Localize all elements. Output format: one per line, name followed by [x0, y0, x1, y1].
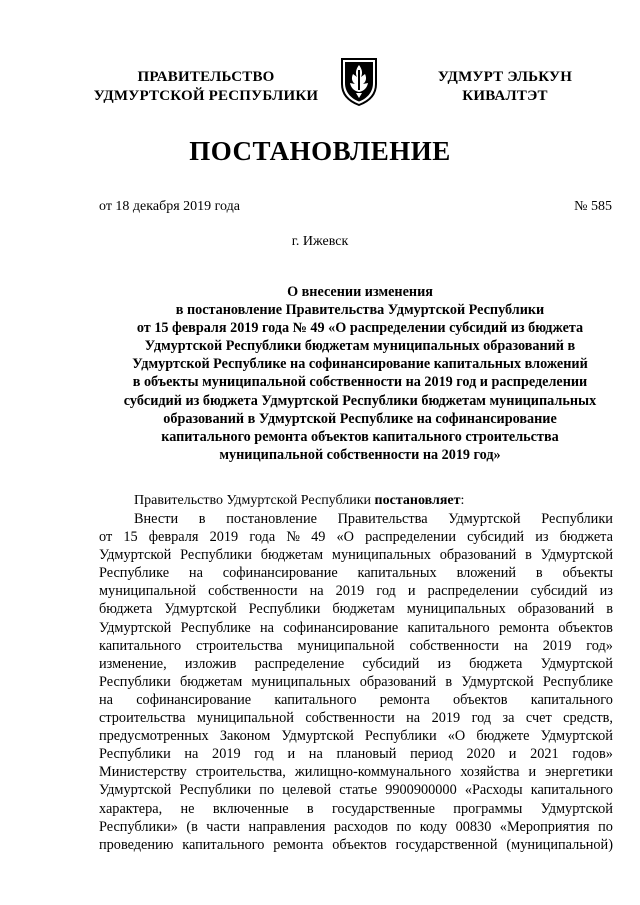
body-word: в — [198, 511, 206, 527]
body-word: Республики — [99, 746, 171, 763]
body-word: коду — [419, 818, 448, 835]
body-word: Удмуртской — [461, 673, 534, 690]
body-word: объектов — [558, 619, 613, 636]
body-word: бюджетам — [260, 547, 324, 564]
government-name-line: УДМУРТСКОЙ РЕСПУБЛИКИ — [93, 88, 319, 104]
body-word: Удмуртской — [99, 619, 172, 636]
preamble-verb: постановляет — [374, 493, 461, 508]
body-word: собственности — [305, 710, 395, 727]
body-word: Республики — [248, 601, 321, 618]
body-word: (в — [186, 818, 198, 835]
body-word: на — [406, 710, 421, 727]
body-word: № — [286, 529, 300, 546]
government-name-russian — [86, 68, 326, 106]
body-word: Удмуртской — [448, 511, 521, 527]
body-word: капитального — [407, 619, 490, 636]
body-line — [99, 709, 613, 727]
body-word: бюджета — [99, 601, 153, 618]
body-word: по — [396, 818, 412, 835]
body-word: на — [260, 619, 274, 636]
body-word: образований — [517, 601, 595, 618]
body-word: Республике — [99, 565, 170, 582]
body-word: не — [180, 800, 195, 817]
body-word: 2019 — [212, 746, 241, 763]
body-word: бюджетам — [332, 601, 395, 618]
body-word: капитального — [530, 782, 613, 799]
body-word: 2021 — [530, 746, 559, 763]
body-word: в — [525, 547, 532, 564]
body-word: плановый — [336, 746, 397, 763]
body-word: статье — [339, 782, 378, 799]
body-word: Республике — [180, 619, 251, 636]
body-word: распределении — [427, 583, 519, 600]
body-word: 2019 — [431, 710, 461, 727]
body-line — [99, 818, 613, 836]
body-line — [99, 564, 613, 582]
title-line: капитального ремонта объектов капитального строительства — [161, 428, 559, 445]
body-word: объекты — [562, 565, 613, 582]
body-word: включенные — [212, 800, 289, 817]
body-word: на — [309, 583, 324, 600]
body-word: Министерству — [99, 764, 187, 781]
body-word: Республики — [180, 547, 252, 564]
body-word: направления — [248, 818, 326, 835]
body-word: из — [599, 583, 613, 600]
body-word: от — [99, 529, 113, 546]
body-word: счет — [525, 710, 552, 727]
body-word: бюджетам — [179, 673, 243, 690]
body-word: Республики» — [99, 818, 178, 835]
body-word: объектов — [453, 691, 508, 708]
body-word: в — [445, 673, 453, 690]
body-line — [99, 836, 613, 854]
government-name-line: ПРАВИТЕЛЬСТВО — [137, 69, 275, 85]
body-word: строительства, — [195, 764, 286, 781]
body-line — [99, 655, 613, 673]
body-line — [99, 781, 613, 799]
body-line — [99, 673, 613, 691]
title-line: в постановление Правительства Удмуртской Республики — [175, 302, 545, 319]
body-word: Удмуртской — [540, 655, 613, 672]
body-word: Удмуртской — [99, 782, 172, 799]
body-word: из — [535, 529, 549, 546]
title-line: Удмуртской Республике на софинансирование капитальных вложений — [132, 356, 588, 373]
body-word: Республики — [364, 728, 437, 745]
body-word: изложив — [184, 655, 237, 672]
title-line: О внесении изменения — [287, 284, 433, 300]
body-word: «О — [447, 728, 466, 745]
body-word: муниципальной — [196, 710, 294, 727]
body-word: год — [254, 746, 274, 763]
body-word: февраля — [148, 529, 199, 546]
body-line — [99, 600, 613, 618]
body-line — [99, 727, 613, 745]
body-word: Республики — [99, 673, 171, 690]
title-line: в объекты муниципальной собственности на 2019 год и распределении — [132, 374, 588, 391]
document-type-heading: ПОСТАНОВЛЕНИЕ — [189, 136, 451, 166]
body-line — [99, 800, 613, 818]
body-word: государственной — [395, 836, 498, 853]
body-word: энергетики — [545, 764, 613, 781]
body-word: 2019 — [542, 637, 572, 654]
body-word: субсидий — [530, 583, 588, 600]
body-line — [99, 582, 613, 600]
preamble-text: Правительство Удмуртской Республики — [134, 493, 375, 508]
body-word: постановление — [226, 511, 317, 527]
body-word: капитального — [99, 637, 182, 654]
body-word: бюджете — [476, 728, 530, 745]
document-date: от 18 декабря 2019 года — [99, 199, 240, 214]
preamble-colon: : — [460, 493, 465, 508]
body-text — [99, 510, 613, 854]
body-word: из — [437, 655, 451, 672]
body-word: образований — [439, 547, 517, 564]
body-word: и — [407, 583, 416, 600]
body-word: 15 — [123, 529, 138, 546]
body-word: в — [535, 565, 543, 582]
body-word: хозяйства — [460, 764, 520, 781]
body-word: изменение, — [99, 655, 167, 672]
body-word: 2020 — [466, 746, 496, 763]
body-word: Удмуртской — [281, 728, 354, 745]
title-line: образований в Удмуртской Республике на софинансирование — [163, 410, 557, 427]
body-word: целевой — [282, 782, 332, 799]
body-word: жилищно-коммунального — [294, 764, 452, 781]
body-word: части — [206, 818, 241, 835]
body-word: на — [513, 637, 528, 654]
body-word: год» — [586, 637, 613, 654]
body-line — [99, 745, 613, 763]
body-word: Внести — [134, 511, 179, 527]
body-word: собственности — [208, 583, 298, 600]
body-word: Удмуртской — [164, 601, 237, 618]
body-word: по — [598, 818, 613, 835]
body-word: год — [471, 710, 492, 727]
body-word: капитального — [274, 691, 357, 708]
body-word: на — [188, 565, 203, 582]
government-name-line: КИВАЛТЭТ — [462, 88, 548, 104]
body-word: проведению — [99, 836, 174, 853]
body-word: вложений — [456, 565, 517, 582]
body-word: Республики — [541, 511, 613, 527]
body-word: по — [259, 782, 275, 799]
body-word: год — [376, 583, 396, 600]
body-word: бюджета — [559, 529, 613, 546]
body-word: государственные — [331, 800, 435, 817]
body-word: года — [249, 529, 276, 546]
body-word: программы — [453, 800, 523, 817]
body-word: муниципальной — [297, 637, 395, 654]
body-word: Удмуртской — [540, 547, 613, 564]
body-word: софинансирование — [136, 691, 252, 708]
body-line — [99, 528, 613, 546]
body-word: строительства — [196, 637, 283, 654]
body-word: расходов — [333, 818, 389, 835]
body-word: на — [308, 746, 323, 763]
body-line — [99, 691, 613, 709]
body-word: годов» — [572, 746, 613, 763]
coat-of-arms-icon — [339, 56, 379, 106]
body-word: ремонта — [273, 836, 324, 853]
body-word: 49 — [311, 529, 326, 546]
government-name-udmurt — [420, 68, 590, 106]
body-line — [99, 763, 613, 781]
body-word: субсидий — [467, 529, 525, 546]
body-word: 9900900000 — [385, 782, 457, 799]
body-word: бюджета — [469, 655, 523, 672]
body-word: и — [528, 764, 537, 781]
body-line — [99, 546, 613, 564]
body-word: софинансирование — [222, 565, 338, 582]
body-word: Удмуртской — [99, 547, 172, 564]
body-word: строительства — [99, 710, 186, 727]
body-word: и — [287, 746, 296, 763]
body-word: Удмуртской — [540, 728, 613, 745]
body-word: Правительства — [337, 511, 428, 527]
title-line: субсидий из бюджета Удмуртской Республики бюджетам муниципальных — [123, 392, 597, 409]
body-word: (муниципальной) — [506, 836, 613, 853]
body-word: период — [410, 746, 453, 763]
body-line — [99, 637, 613, 655]
body-word: образований — [359, 673, 437, 690]
body-word: 2019 — [209, 529, 239, 546]
document-number: № 585 — [574, 199, 612, 214]
body-line — [99, 510, 613, 528]
body-word: средств, — [563, 710, 613, 727]
title-line: от 15 февраля 2019 года № 49 «О распределении субсидий из бюджета — [136, 320, 584, 337]
body-word: муниципальных — [331, 547, 431, 564]
body-word: в — [606, 601, 613, 618]
body-word: Республики — [179, 782, 252, 799]
body-word: характера, — [99, 800, 163, 817]
body-word: «Расходы — [464, 782, 523, 799]
body-word: «Мероприятия — [499, 818, 590, 835]
document-title — [100, 283, 620, 464]
body-word: капитального — [530, 691, 613, 708]
body-word: Республике — [542, 673, 613, 690]
body-word: на — [99, 691, 113, 708]
body-word: Удмуртской — [540, 800, 613, 817]
body-word: муниципальной — [99, 583, 197, 600]
body-word: за — [502, 710, 515, 727]
body-line — [99, 619, 613, 637]
title-line: Удмуртской Республики бюджетам муниципальных образований в — [144, 338, 576, 355]
body-word: в — [306, 800, 314, 817]
preamble — [134, 492, 464, 510]
body-word: 2019 — [335, 583, 365, 600]
government-name-line: УДМУРТ ЭЛЬКУН — [437, 69, 573, 85]
body-word: предусмотренных — [99, 728, 209, 745]
body-word: капитального — [182, 836, 265, 853]
body-word: софинансирование — [283, 619, 399, 636]
body-word: «О — [336, 529, 354, 546]
body-word: распределении — [365, 529, 456, 546]
body-word: собственности — [409, 637, 499, 654]
body-word: объектов — [332, 836, 387, 853]
body-word: и — [508, 746, 517, 763]
body-word: распределение — [254, 655, 345, 672]
document-city: г. Ижевск — [291, 234, 349, 249]
title-line: муниципальной собственности на 2019 год» — [219, 446, 501, 463]
body-word: ремонта — [499, 619, 550, 636]
body-word: муниципальных — [406, 601, 506, 618]
body-word: на — [184, 746, 199, 763]
body-word: капитальных — [357, 565, 437, 582]
body-word: 00830 — [455, 818, 492, 835]
body-word: ремонта — [379, 691, 430, 708]
body-word: муниципальных — [251, 673, 351, 690]
body-word: Законом — [219, 728, 271, 745]
body-word: субсидий — [362, 655, 420, 672]
